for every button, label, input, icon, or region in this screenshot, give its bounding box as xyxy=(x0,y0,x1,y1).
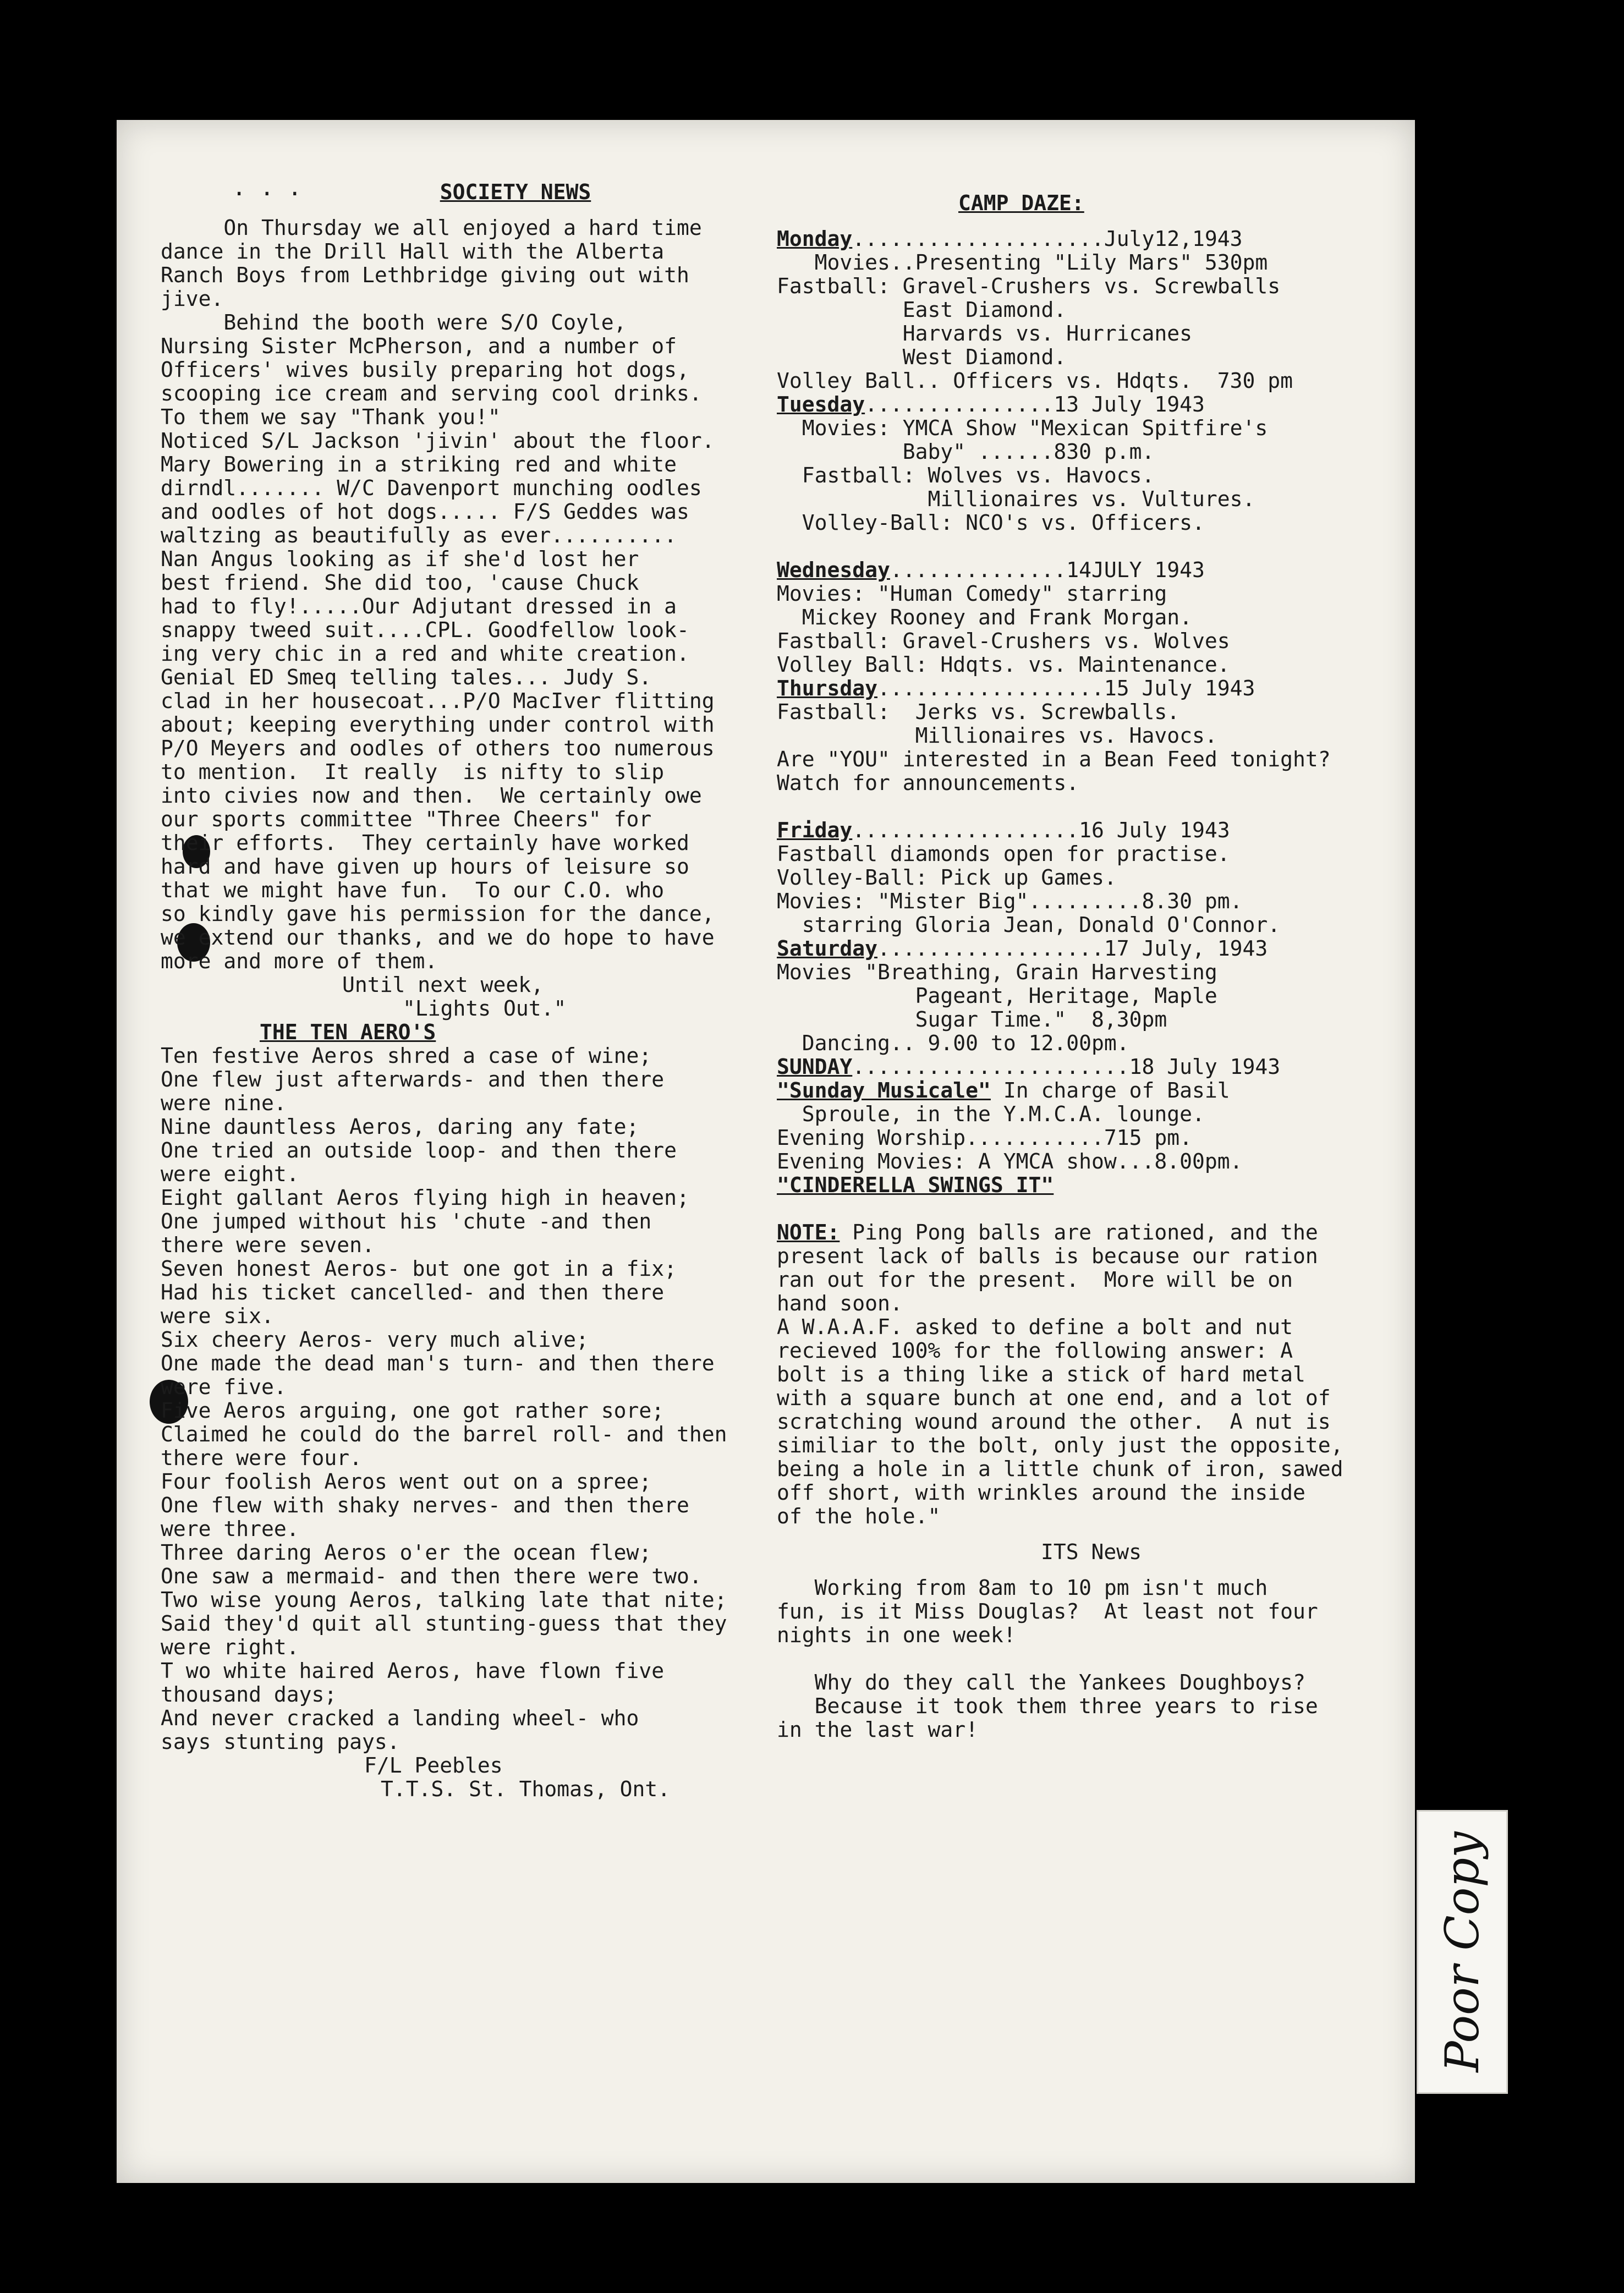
corner-dots: . . . xyxy=(232,174,302,201)
schedule-day-saturday xyxy=(777,937,1393,961)
tuesday-events: Movies: YMCA Show "Mexican Spitfire's Baby" ......830 p.m. Fastball: Wolves vs. Havocs. Millionaires vs. Vultures. Volley-Ball: NCO's vs. Officers. xyxy=(802,416,1268,535)
wednesday-events: Movies: "Human Comedy" starring Mickey Rooney and Frank Morgan. Fastball: Gravel-Crushers vs. Wolves Volley Ball: Hdqts. vs. Maintenance. xyxy=(777,582,1230,677)
day-heading: Tuesday xyxy=(777,392,865,416)
society-news-title: SOCIETY NEWS xyxy=(440,180,591,204)
document-page xyxy=(117,120,1415,2183)
camp-daze-title: CAMP DAZE: xyxy=(958,191,1084,215)
note-text: Ping Pong balls are rationed, and the present lack of balls is because our ration ran out for the present. More will be on hand soon. A W.A.A.F. asked to define a bolt and nut recieved 100% for the following answer: A bolt is a thing like a stick of hard metal with a square bunch at one end, and a lot of scratching wound around the other. A nut is similiar to the bolt, only just the opposite, being a hole in a little chunk of iron, sawed off short, with wrinkles around the inside of the hole." xyxy=(777,1220,1343,1528)
left-column xyxy=(161,180,870,1801)
sunday-details: In charge of Basil Sproule, in the Y.M.C.A. lounge. Evening Worship...........715 pm. Evening Movies: A YMCA show...8.00pm. xyxy=(777,1078,1243,1173)
day-date: ..................17 July, 1943 xyxy=(877,936,1268,961)
friday-events: Fastball diamonds open for practise. Volley-Ball: Pick up Games. Movies: "Mister Big".........8.30 pm. starring Gloria Jean, Donald O'Connor. xyxy=(777,842,1281,937)
poem-text: Ten festive Aeros shred a case of wine; One flew just afterwards- and then there were nine. Nine dauntless Aeros, daring any fate; One tried an outside loop- and then there were eight. Eight gallant Aeros flying high in heaven; One jumped without his 'chute -and then there were seven. Seven honest Aeros- but one got in a fix; Had his ticket cancelled- and then there were six. Six cheery Aeros- very much alive; One made the dead man's turn- and then there were five. Five Aeros arguing, one got rather sore; Claimed he could do the barrel roll- and then there were four. Four foolish Aeros went out on a spree; One flew with shaky nerves- and then there were three. Three daring Aeros o'er the ocean flew; One saw a mermaid- and then there were two. Two wise young Aeros, talking late that nite; Said they'd quit all stunting-guess that they were right. T wo white haired Aeros, have flown five thousand days; And never cracked a landing wheel- who says stunting pays. xyxy=(161,1044,727,1754)
archive-label xyxy=(1417,1810,1508,2094)
schedule-day-thursday xyxy=(777,677,1393,700)
sign-off-line: Until next week, xyxy=(342,973,544,997)
its-paragraph: Why do they call the Yankees Doughboys? Because it took them three years to rise in the last war! xyxy=(777,1670,1318,1742)
day-date: ...............13 July 1943 xyxy=(865,392,1205,416)
society-paragraph: Noticed S/L Jackson 'jivin' about the floor. Mary Bowering in a striking red and white dirndl....... W/C Davenport munching oodles and oodles of hot dogs..... F/S Geddes was waltzing as beautifully as ever.......... Nan Angus looking as if she'd lost her best friend. She did too, 'cause Chuck had to fly!.....Our Adjutant dressed in a snappy tweed suit....CPL. Goodfellow look- ing very chic in a red and white creation. Genial ED Smeq telling tales... Judy S. clad in her housecoat...P/O MacIver flitting about; keeping everything under control with P/O Meyers and oodles of others too numerous to mention. It really is nifty to slip into civies now and then. We certainly owe our sports committee "Three Cheers" for their efforts. They certainly have worked hard and have given up hours of leisure so that we might have fun. To our C.O. who so kindly gave his permission for the dance, we extend our thanks, and we do hope to have more and more of them. xyxy=(161,429,715,973)
schedule-day-monday xyxy=(777,227,1393,251)
day-heading: Thursday xyxy=(777,676,878,700)
sunday-feature: "CINDERELLA SWINGS IT" xyxy=(777,1173,1054,1197)
thursday-events: Fastball: Jerks vs. Screwballs. Millionaires vs. Havocs. Are "YOU" interested in a Bean Feed tonight? Watch for announcements. xyxy=(777,700,1331,795)
note-block xyxy=(777,1221,1393,1528)
sunday-musicale: "Sunday Musicale" xyxy=(777,1078,991,1102)
day-date: ..................15 July 1943 xyxy=(877,676,1255,700)
day-heading: SUNDAY xyxy=(777,1055,853,1079)
day-heading: Wednesday xyxy=(777,558,890,582)
day-date: ..............14JULY 1943 xyxy=(890,558,1205,582)
its-news-title: ITS News xyxy=(1041,1540,1142,1564)
day-heading: Saturday xyxy=(777,936,878,961)
poem-author: F/L Peebles xyxy=(364,1753,503,1778)
society-paragraph: Behind the booth were S/O Coyle, Nursing Sister McPherson, and a number of Officers' wives busily preparing hot dogs, scooping ice cream and serving cool drinks. To them we say "Thank you!" xyxy=(161,310,702,429)
day-heading: Friday xyxy=(777,818,853,842)
schedule-day-friday xyxy=(777,819,1393,842)
society-paragraph: On Thursday we all enjoyed a hard time dance in the Drill Hall with the Alberta Ranch Boys from Lethbridge giving out with jive. xyxy=(161,216,702,311)
sign-off-signature: "Lights Out." xyxy=(403,996,567,1021)
poem-title: THE TEN AERO'S xyxy=(260,1020,436,1044)
day-date: ....................July12,1943 xyxy=(852,227,1243,251)
saturday-events: Movies "Breathing, Grain Harvesting Pageant, Heritage, Maple Sugar Time." 8,30pm Dancing.. 9.00 to 12.00pm. xyxy=(777,960,1217,1055)
note-label: NOTE: xyxy=(777,1220,840,1244)
schedule-day-sunday xyxy=(777,1055,1393,1079)
monday-events: Movies..Presenting "Lily Mars" 530pm Fastball: Gravel-Crushers vs. Screwballs East Diamond. Harvards vs. Hurricanes West Diamond. Volley Ball.. Officers vs. Hdqts. 730 pm xyxy=(777,250,1293,393)
schedule-day-wednesday xyxy=(777,558,1393,582)
right-column xyxy=(777,191,1393,1742)
day-heading: Monday xyxy=(777,227,853,251)
sunday-events xyxy=(777,1079,1393,1173)
schedule-day-tuesday xyxy=(777,393,1393,416)
poem-location: T.T.S. St. Thomas, Ont. xyxy=(381,1777,671,1801)
its-paragraph: Working from 8am to 10 pm isn't much fun, is it Miss Douglas? At least not four nights in one week! xyxy=(777,1576,1318,1647)
day-date: ..................16 July 1943 xyxy=(852,818,1230,842)
day-date: ......................18 July 1943 xyxy=(852,1055,1281,1079)
archive-label-text: Poor Copy xyxy=(1435,1831,1489,2072)
